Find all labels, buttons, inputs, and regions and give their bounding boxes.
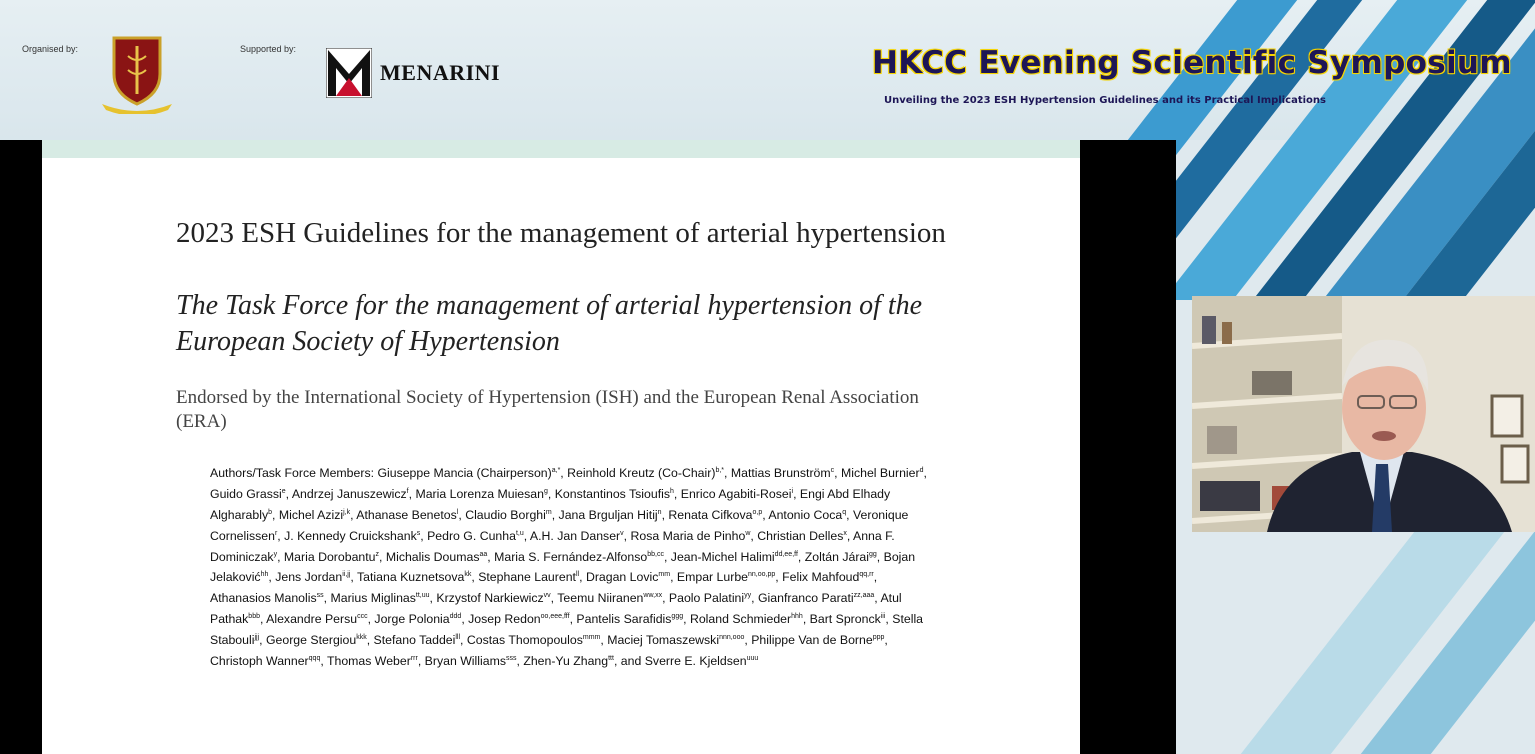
author-affiliation: qqq [308,655,321,663]
author-affiliation: e [281,487,286,495]
author-name: Bryan Williams [424,654,506,669]
author-name: Jens Jordan [275,570,343,585]
author-affiliation: y [273,550,278,558]
author-affiliation: jjj [254,634,260,642]
author-name: Empar Lurbe [676,570,749,585]
author-affiliation: b,* [715,467,725,474]
author-affiliation: nn,oo,pp [748,571,776,579]
author-affiliation: rrr [410,655,418,663]
author-name: Claudio Borghi [465,507,546,522]
author-name: Michel Azizi [278,507,344,522]
author-name: Pantelis Sarafidis [576,612,672,627]
author-name: Christoph Wanner [210,654,309,669]
author-affiliation: sss [505,655,517,663]
author-name: Anna F. Dominiczak [210,528,895,564]
slide-endorsement: Endorsed by the International Society of Hypertension (ISH) and the European Renal Association (ERA) [176,387,919,432]
sponsor-name: MENARINI [380,60,501,85]
author-affiliation: w [745,529,751,537]
author-affiliation: ll [575,571,580,579]
author-affiliation: i [791,487,794,495]
author-affiliation: m [545,508,552,516]
author-affiliation: qq,rr [859,571,874,579]
author-name: Michalis Doumas [385,549,480,564]
author-affiliation: nnn,ooo [719,634,745,642]
author-affiliation: s [416,529,421,537]
author-affiliation: ss [316,592,324,600]
author-list: Authors/Task Force Members: Giuseppe Mancia (Chairperson)$^{a,*}$, Reinhold Kreutz (Co-Chair)$^{b,*}$, Mattias Brunström$^c$, Michel Burnier$^d$, Guido Grassi$^e$, Andrzej Januszewicz$^f$, Maria Lorenza Muiesan$^g$, Konstantinos Tsioufis$^h$, Enrico Agabiti-Rosei$^i$, Engi Abd Elhady Algharably$^b$, Michel Azizi$^{j,k}$, Athanase Benetos$^l$, Claudio Borghi$^m$, Jana Brguljan Hitij$^n$, Renata Cifkova$^{o,p}$, Antonio Coca$^q$, Veronique Cornelissen$^r$, J. Kennedy Cruickshank$^s$, Pedro G. Cunha$^{t,u}$, A.H. Jan Danser$^v$, Rosa Maria de Pinho$^w$, Christian Delles$^x$, Anna F. Dominiczak$^y$, Maria Dorobantu$^z$, Michalis Doumas$^{aa}$, Maria S. Fernández-Alfonso$^{bb,cc}$, Jean-Michel Halimi$^{dd,ee,ff}$, Zoltán Járai$^{gg}$, Bojan Jelaković$^{hh}$, Jens Jordan$^{ii,jj}$, Tatiana Kuznetsova$^{kk}$, Stephane Laurent$^{ll}$, Dragan Lovic$^{mm}$, Empar Lurbe$^{nn,oo,pp}$, Felix Mahfoud$^{qq,rr}$, Athanasios Manolis$^{ss}$, Marius Miglinas$^{tt,uu}$, Krzystof Narkiewicz$^{vv}$, Teemu Niiranen$^{ww,xx}$, Paolo Palatini$^{yy}$, Gianfranco Parati$^{zz,aaa}$, Atul Pathak$^{bbb}$, Alexandre Persu$^{ccc}$, Jorge Polonia$^{ddd}$, Josep Redon$^{oo,eee,fff}$, Pantelis Sarafidis$^{ggg}$, Roland Schmieder$^{hhh}$, Bart Spronck$^{iii}$, Stella Stabouli$^{jjj}$, George Stergiou$^{kkk}$, Stefano Taddei$^{lll}$, Costas Thomopoulos$^{mmm}$, Maciej Tomaszewski$^{nnn,ooo}$, Philippe Van de Borne$^{ppp}$, Christoph Wanner$^{qqq}$, Thomas Weber$^{rrr}$, Bryan Williams$^{sss}$, Zhen-Yu Zhang$^{ttt}$, and Sverre E. Kjeldsen$^{uuu}$ [210,466,927,669]
event-subtitle: Unveiling the 2023 ESH Hypertension Guidelines and its Practical Implications [884,95,1326,106]
author-affiliation: v [620,529,624,537]
author-name: Bart Spronck [809,612,881,627]
author-affiliation: iii [880,613,886,621]
author-name: Dragan Lovic [585,570,659,585]
author-name: Jorge Polonia [374,612,450,627]
author-name: Engi Abd Elhady Algharably [210,486,891,522]
organiser-crest-logo [100,34,174,114]
speaker-video [1192,296,1535,532]
author-name: Costas Thomopoulos [466,633,583,648]
author-name: Thomas Weber [326,654,411,669]
supported-label: Supported by: [240,44,297,54]
author-name: Teemu Niiranen [557,591,644,606]
author-affiliation: mm [658,571,671,579]
author-affiliation: tt,uu [415,592,430,600]
author-name: Josep Redon [468,612,541,627]
slide-title: 2023 ESH Guidelines for the management of arterial hypertension [176,217,946,249]
slide-subtitle: The Task Force for the management of arterial hypertension of the European Society of Hypertension [176,290,923,357]
author-affiliation: aa [479,550,488,558]
shared-slide [42,140,1080,754]
author-name: Antonio Coca [768,507,843,522]
author-name: Andrzej Januszewicz [291,486,407,501]
event-title: HKCC Evening Scientific Symposium [872,45,1512,81]
author-name: J. Kennedy Cruickshank [284,528,417,543]
author-name: Konstantinos Tsioufis [554,486,671,501]
author-name: and Sverre E. Kjeldsen [620,654,747,669]
author-affiliation: x [843,529,847,537]
author-name: Paolo Palatini [668,591,745,606]
author-name: Jean-Michel Halimi [670,549,775,564]
author-affiliation: r [274,529,278,537]
author-affiliation: hhh [791,613,803,621]
author-name: Stella Stabouli [210,612,924,648]
author-name: Philippe Van de Borne [751,633,873,648]
author-affiliation: g [543,487,548,495]
author-affiliation: o,p [752,508,763,516]
author-name: Pedro G. Cunha [427,528,516,543]
author-name: Michel Burnier [840,466,920,481]
organised-label: Organised by: [22,44,79,54]
author-affiliation: t,u [515,529,524,537]
author-affiliation: dd,ee,ff [774,550,798,558]
author-name: Marius Miglinas [330,591,416,606]
author-affiliation: f [406,487,409,495]
author-name: Bojan Jelaković [210,549,916,585]
author-affiliation: d [919,467,924,474]
author-affiliation: c [830,467,835,474]
author-affiliation: zz,aaa [853,592,875,600]
slide-top-bar [42,140,1080,158]
author-name: Maciej Tomaszewski [607,633,720,648]
author-name: Veronique Cornelissen [210,507,909,543]
author-affiliation: ii,jj [342,571,351,579]
author-affiliation: ddd [449,613,462,621]
author-name: Stephane Laurent [478,570,576,585]
author-affiliation: kkk [356,634,367,642]
author-name: Roland Schmieder [689,612,792,627]
author-name: Tatiana Kuznetsova [357,570,465,585]
author-affiliation: lll [455,634,461,642]
author-name: George Stergiou [265,633,357,648]
author-affiliation: ttt [608,655,614,663]
author-name: Krzystof Narkiewicz [436,591,544,606]
author-affiliation: bbb [248,613,260,621]
author-name: Maria Dorobantu [283,549,376,564]
author-affiliation: ppp [872,634,885,642]
authors-prefix: Authors/Task Force Members: [210,466,375,481]
author-name: Christian Delles [757,528,844,543]
author-name: Maria S. Fernández-Alfonso [494,549,648,564]
author-affiliation: ggg [671,613,684,621]
author-name: A.H. Jan Danser [529,528,621,543]
author-affiliation: bb,cc [647,550,664,558]
author-name: Rosa Maria de Pinho [630,528,746,543]
author-name: Gianfranco Parati [757,591,854,606]
author-affiliation: vv [543,592,551,600]
author-affiliation: oo,eee,fff [540,613,570,621]
author-affiliation: h [670,487,674,495]
author-name: Zhen-Yu Zhang [523,654,609,669]
author-affiliation: mmm [582,634,601,642]
author-affiliation: n [657,508,662,516]
author-affiliation: yy [744,592,752,600]
author-affiliation: ww,xx [643,592,663,600]
author-affiliation: j,k [343,508,351,516]
author-name: Renata Cifkova [668,507,753,522]
author-affiliation: a,* [551,467,561,474]
author-affiliation: gg [869,550,877,558]
author-name: Jana Brguljan Hitij [558,507,658,522]
author-name: Mattias Brunström [730,466,831,481]
author-name: Athanase Benetos [356,507,457,522]
author-affiliation: uuu [746,655,759,663]
author-affiliation: q [842,508,847,516]
author-name: Atul Pathak [210,591,902,627]
author-name: Reinhold Kreutz (Co-Chair) [567,466,716,481]
author-name: Stefano Taddei [373,633,456,648]
menarini-logo [326,48,372,98]
author-name: Zoltán Járai [804,549,869,564]
author-name: Felix Mahfoud [782,570,860,585]
author-affiliation: b [268,508,273,516]
author-affiliation: l [456,508,459,516]
author-name: Maria Lorenza Muiesan [415,486,544,501]
author-name: Athanasios Manolis [210,591,317,606]
author-name: Guido Grassi [210,486,282,501]
author-affiliation: ccc [357,613,368,621]
author-name: Enrico Agabiti-Rosei [680,486,792,501]
author-affiliation: kk [464,571,472,579]
author-affiliation: hh [260,571,269,579]
author-affiliation: z [375,550,379,558]
author-name: Alexandre Persu [266,612,358,627]
author-name: Giuseppe Mancia (Chairperson) [377,466,552,481]
